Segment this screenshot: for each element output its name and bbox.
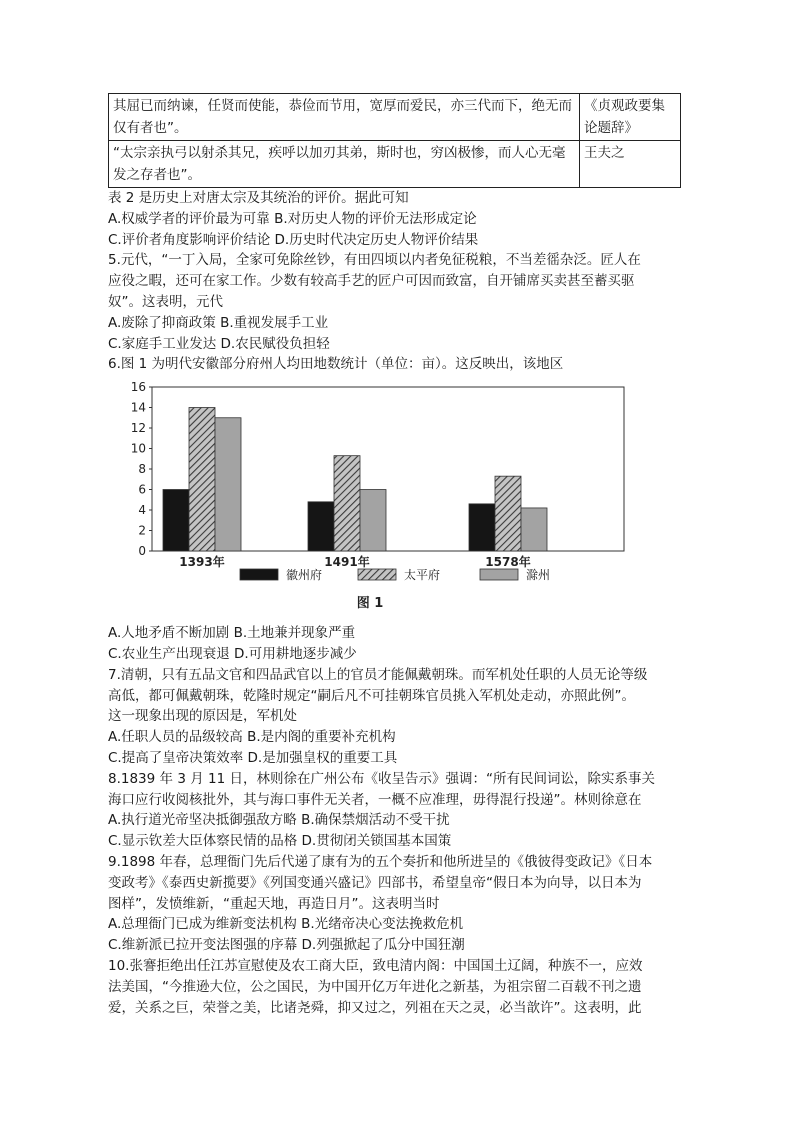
question-stem: 变政考》《泰西史新揽要》《列国变通兴盛记》四部书，希望皇帝“假日本为向导，以日本为 <box>108 874 642 891</box>
table-cell-quote: “太宗亲执弓以射杀其兄，疾呼以加刃其弟，斯时也，穷凶极惨，而人心无毫发之存者也”。 <box>109 141 580 188</box>
question-options: C.评价者角度影响评价结论 D.历史时代决定历史人物评价结果 <box>108 231 479 248</box>
y-tick-label: 2 <box>138 523 146 538</box>
y-tick-label: 16 <box>130 380 146 395</box>
question-options: A.总理衙门已成为维新变法机构 B.光绪帝决心变法挽救危机 <box>108 916 464 933</box>
question-7 <box>108 665 686 769</box>
question-9 <box>108 852 686 956</box>
bar <box>334 456 360 551</box>
table-row <box>109 141 681 188</box>
question-5 <box>108 250 686 354</box>
question-6 <box>108 354 686 664</box>
table-cell-source: 王夫之 <box>580 141 681 188</box>
table-cell-quote: 其屈已而纳谏，任贤而使能，恭俭而节用，宽厚而爱民，亦三代而下，绝无而仅有者也”。 <box>109 94 580 141</box>
question-stem: 6.图 1 为明代安徽部分府州人均田地数统计（单位：亩）。这反映出，该地区 <box>108 356 564 373</box>
question-stem: 奴”。这表明，元代 <box>108 293 223 310</box>
bar <box>163 490 189 552</box>
legend-swatch <box>480 569 518 580</box>
question-stem: 8.1839 年 3 月 11 日，林则徐在广州公布《收呈告示》强调：“所有民间词讼，除实系事关 <box>108 770 655 787</box>
y-tick-label: 6 <box>138 482 146 497</box>
exam-page <box>108 93 686 1018</box>
question-options: A.任职人员的品级较高 B.是内阁的重要补充机构 <box>108 729 396 746</box>
y-tick-label: 8 <box>138 462 146 477</box>
question-10 <box>108 956 686 1018</box>
question-options: C.显示钦差大臣体察民情的品格 D.贯彻闭关锁国基本国策 <box>108 833 452 850</box>
question-options: C.家庭手工业发达 D.农民赋役负担轻 <box>108 335 330 352</box>
bar <box>215 418 241 551</box>
bar <box>189 408 215 552</box>
legend-label: 滁州 <box>526 568 551 583</box>
question-stem: 法美国，“今推逊大位，公之国民，为中国开亿万年进化之新基，为祖宗留二百载不刊之遗 <box>108 978 642 995</box>
x-tick-label: 1578年 <box>485 555 531 570</box>
figure-caption: 图 1 <box>356 596 384 612</box>
bar-chart-svg <box>130 379 640 617</box>
evaluation-table <box>108 93 681 188</box>
question-options: A.执行道光帝坚决抵御强敌方略 B.确保禁烟活动不受干扰 <box>108 812 450 829</box>
y-tick-label: 14 <box>130 400 146 415</box>
table-cell-source: 《贞观政要集论题辞》 <box>580 94 681 141</box>
question-options: C.维新派已拉开变法图强的序幕 D.列强掀起了瓜分中国狂潮 <box>108 937 465 954</box>
question-stem: 表 2 是历史上对唐太宗及其统治的评价。据此可知 <box>108 190 409 206</box>
x-tick-label: 1393年 <box>179 555 225 570</box>
question-stem: 应役之暇，还可在家工作。少数有较高手艺的匠户可因而致富，自开铺席买卖甚至蓄买驱 <box>108 273 635 290</box>
question-stem: 9.1898 年春，总理衙门先后代递了康有为的五个奏折和他所进呈的《俄彼得变政记》《日本 <box>108 853 653 870</box>
question-options: A.人地矛盾不断加剧 B.土地兼并现象严重 <box>108 625 356 642</box>
x-tick-label: 1491年 <box>324 555 370 570</box>
question-options: A.权威学者的评价最为可靠 B.对历史人物的评价无法形成定论 <box>108 210 477 227</box>
land-per-capita-chart <box>130 379 640 617</box>
y-tick-label: 10 <box>130 441 146 456</box>
y-tick-label: 12 <box>130 421 146 436</box>
question-stem: 爱，关系之巨，荣誉之美，比诸尧舜，抑又过之，列祖在天之灵，必当歆许”。这表明，此 <box>108 999 642 1016</box>
question-8 <box>108 769 686 852</box>
question-stem: 5.元代，“一丁入局，全家可免除丝钞，有田四顷以内者免征税粮，不当差徭杂泛。匠人在 <box>108 252 641 269</box>
bar <box>360 490 386 552</box>
legend-label: 太平府 <box>404 568 441 583</box>
question-stem: 这一现象出现的原因是，军机处 <box>108 708 297 725</box>
question-stem: 7.清朝，只有五品文官和四品武官以上的官员才能佩戴朝珠。而军机处任职的人员无论等级 <box>108 666 648 683</box>
legend-label: 徽州府 <box>286 568 323 583</box>
question-options: C.提高了皇帝决策效率 D.是加强皇权的重要工具 <box>108 749 398 766</box>
legend-swatch <box>358 569 396 580</box>
question-stem: 10.张謇拒绝出任江苏宣慰使及农工商大臣，致电清内阁：中国国土辽阔，种族不一，应效 <box>108 957 643 974</box>
question-4 <box>108 188 686 250</box>
question-stem: 图样”，发愤维新，“重起天地，再造日月”。这表明当时 <box>108 895 440 912</box>
y-tick-label: 4 <box>138 503 146 518</box>
question-stem: 高低，都可佩戴朝珠，乾隆时规定“嗣后凡不可挂朝珠官员挑入军机处走动，亦照此例”。 <box>108 687 635 704</box>
y-tick-label: 0 <box>138 544 146 559</box>
legend-swatch <box>240 569 278 580</box>
question-options: C.农业生产出现衰退 D.可用耕地逐步减少 <box>108 645 357 662</box>
bar <box>495 476 521 551</box>
question-options: A.废除了抑商政策 B.重视发展手工业 <box>108 314 329 331</box>
bar <box>308 502 334 551</box>
table-row <box>109 94 681 141</box>
question-stem: 海口应行收阅核批外，其与海口事件无关者，一概不应准理，毋得混行投递”。林则徐意在 <box>108 791 642 808</box>
bar <box>469 504 495 551</box>
bar <box>521 508 547 551</box>
